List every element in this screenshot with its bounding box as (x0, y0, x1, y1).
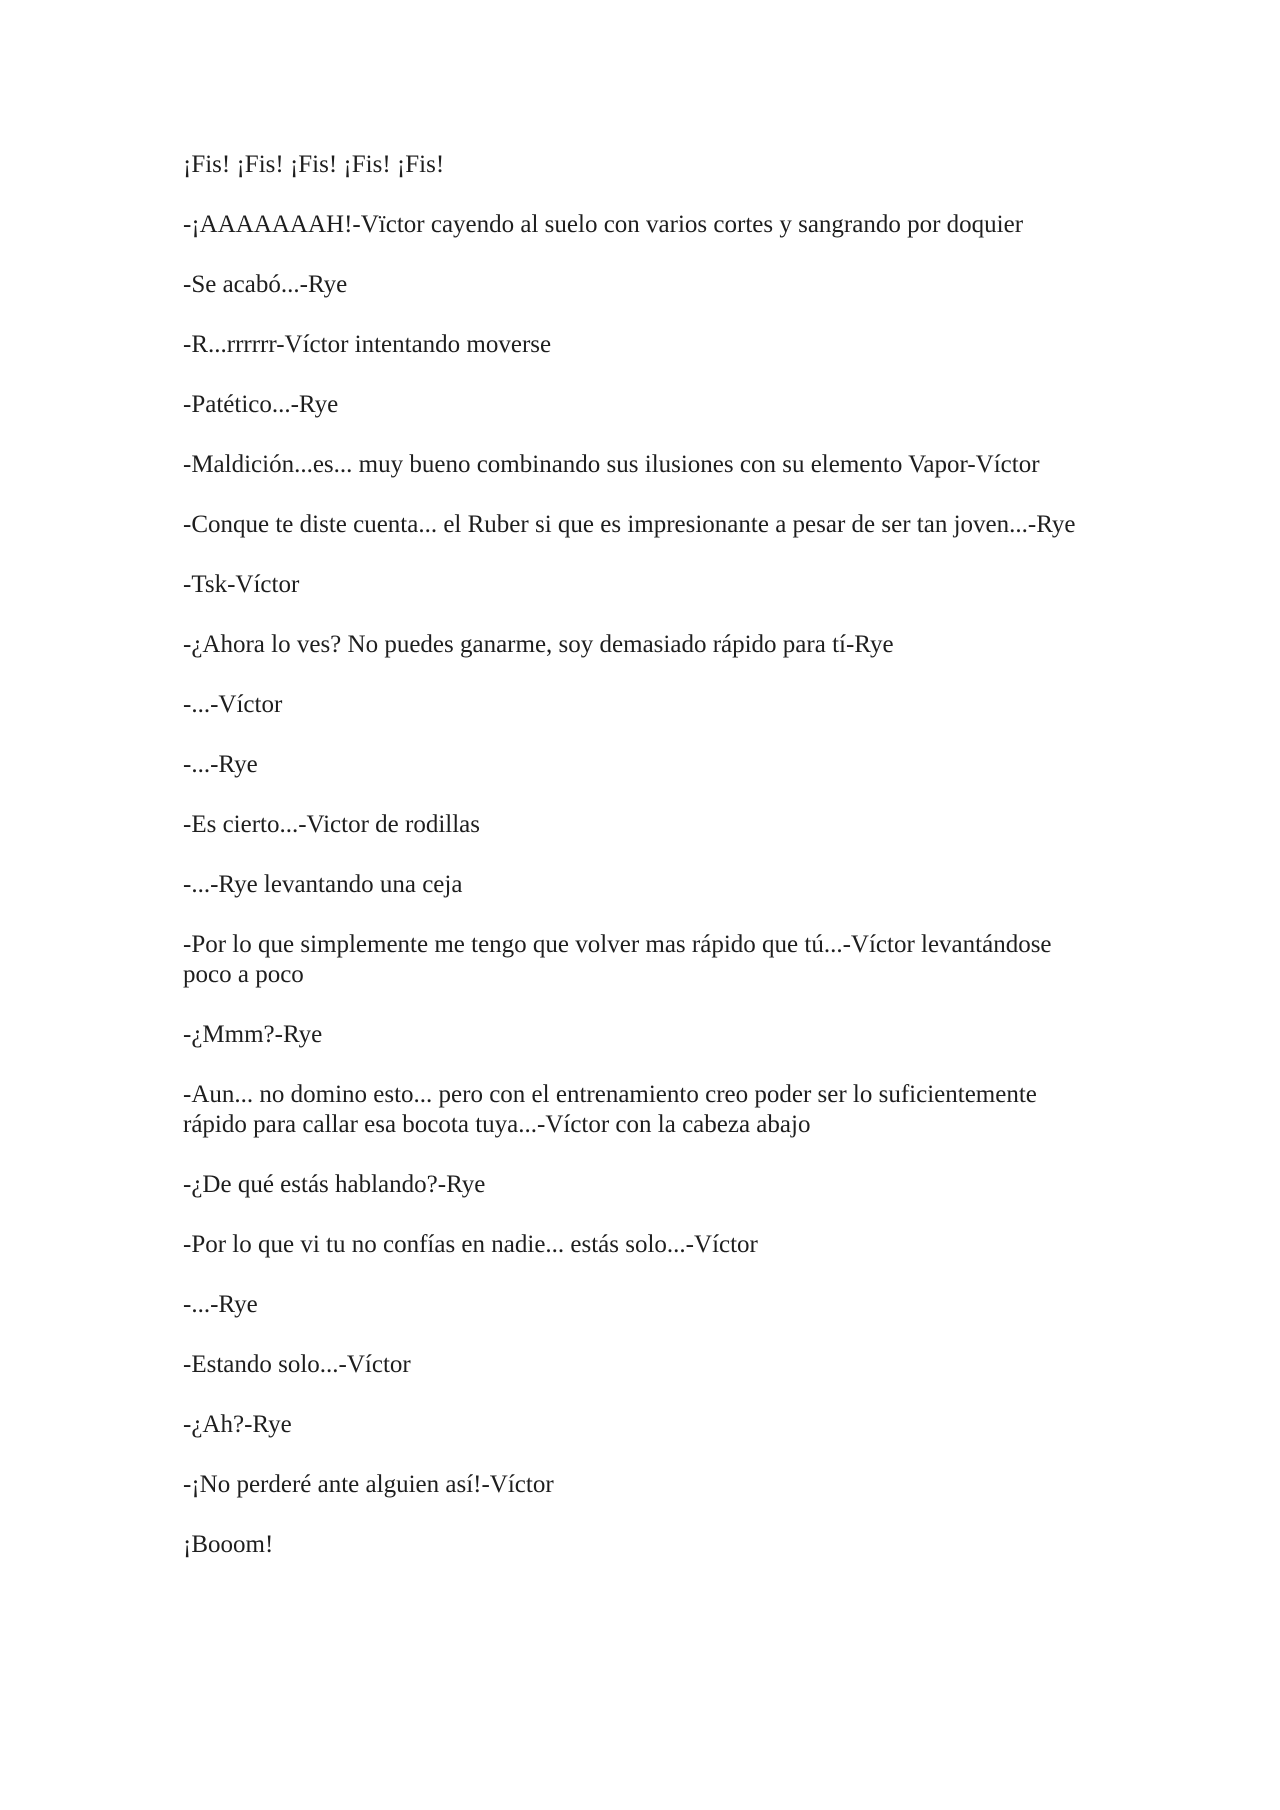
paragraph: -Tsk-Víctor (183, 571, 300, 598)
paragraph: -¿Mmm?-Rye (183, 1021, 323, 1048)
paragraph: -R...rrrrrr-Víctor intentando moverse (183, 331, 552, 358)
paragraph: -Se acabó...-Rye (183, 271, 348, 298)
paragraph: -Por lo que vi tu no confías en nadie... estás solo...-Víctor (183, 1231, 758, 1258)
paragraph: ¡Booom! (183, 1531, 274, 1558)
paragraph: -Aun... no domino esto... pero con el entrenamiento creo poder ser lo suficientemente rápido para callar esa bocota tuya...-Víctor con la cabeza abajo (183, 1081, 1037, 1138)
paragraph: -Maldición...es... muy bueno combinando sus ilusiones con su elemento Vapor-Víctor (183, 451, 1040, 478)
paragraph: -Estando solo...-Víctor (183, 1351, 411, 1378)
paragraph: -¿Ahora lo ves? No puedes ganarme, soy demasiado rápido para tí-Rye (183, 631, 894, 658)
paragraph: -¿Ah?-Rye (183, 1411, 292, 1438)
paragraph: -...-Víctor (183, 691, 283, 718)
paragraph: -Es cierto...-Victor de rodillas (183, 811, 481, 838)
paragraph: -Conque te diste cuenta... el Ruber si que es impresionante a pesar de ser tan joven...-Rye (183, 511, 1076, 538)
document-text (183, 150, 1083, 1590)
paragraph: -Patético...-Rye (183, 391, 339, 418)
paragraph: -Por lo que simplemente me tengo que volver mas rápido que tú...-Víctor levantándose poco a poco (183, 931, 1052, 988)
paragraph: -¿De qué estás hablando?-Rye (183, 1171, 486, 1198)
paragraph: -...-Rye levantando una ceja (183, 871, 463, 898)
paragraph: -...-Rye (183, 751, 258, 778)
paragraph: ¡Fis! ¡Fis! ¡Fis! ¡Fis! ¡Fis! (183, 151, 445, 178)
paragraph: -¡AAAAAAAH!-Vïctor cayendo al suelo con varios cortes y sangrando por doquier (183, 211, 1024, 238)
paragraph: -¡No perderé ante alguien así!-Víctor (183, 1471, 554, 1498)
paragraph: -...-Rye (183, 1291, 258, 1318)
